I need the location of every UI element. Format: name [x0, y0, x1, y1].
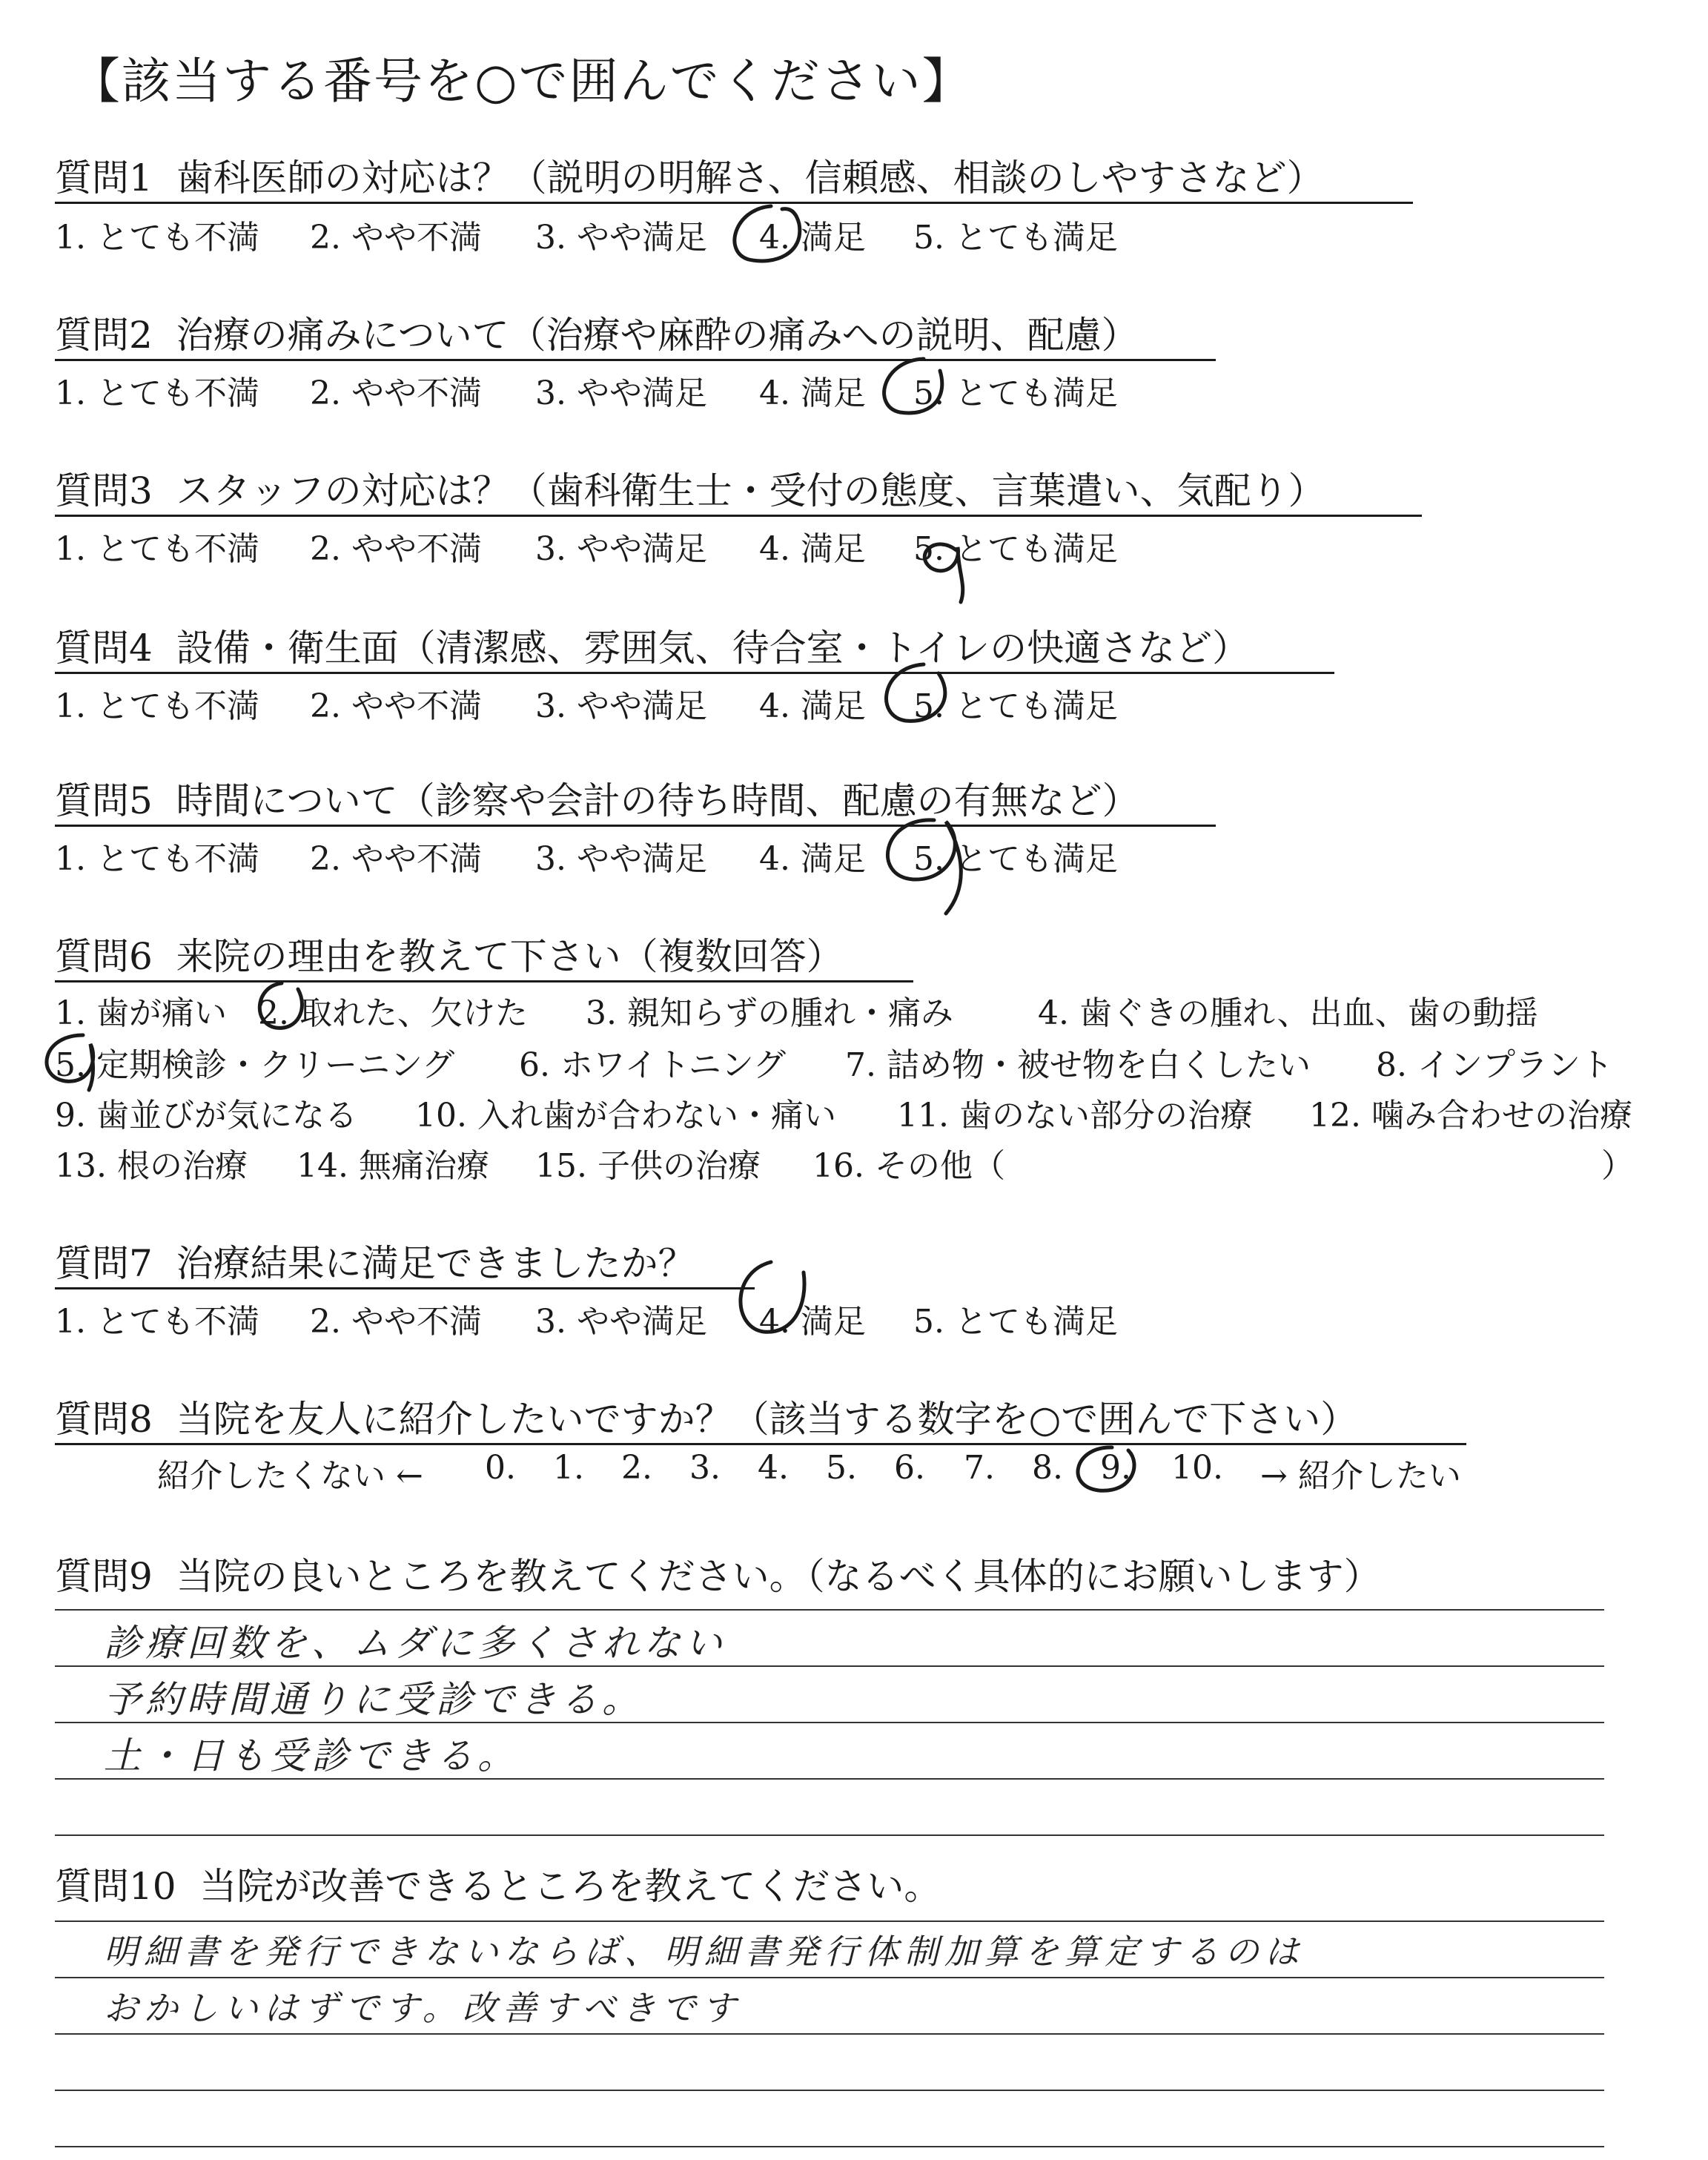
question-5-underline — [55, 825, 1216, 827]
q8-option-0[interactable]: 0. — [485, 1449, 516, 1487]
question-6-label: 質問6 — [55, 935, 153, 978]
q6-option-9[interactable]: 9. 歯並びが気になる — [55, 1097, 357, 1135]
question-2-underline — [55, 359, 1216, 361]
q4-option-3[interactable]: 3. やや満足 — [535, 687, 707, 725]
q3-option-5[interactable]: 5. とても満足 — [913, 530, 1118, 568]
q4-option-1[interactable]: 1. とても不満 — [55, 687, 259, 725]
question-9-title — [55, 1547, 1381, 1600]
question-2-label: 質問2 — [55, 314, 153, 357]
q2-option-5[interactable]: 5. とても満足 — [913, 374, 1118, 412]
question-5-text: 時間について（診察や会計の待ち時間、配慮の有無など） — [176, 779, 1139, 822]
q8-option-6[interactable]: 6. — [894, 1449, 925, 1487]
q3-option-1[interactable]: 1. とても不満 — [55, 530, 259, 568]
q6-option-14[interactable]: 14. 無痛治療 — [297, 1147, 489, 1185]
q8-option-9[interactable]: 9. — [1100, 1449, 1131, 1487]
q6-option-7[interactable]: 7. 詰め物・被せ物を白くしたい — [845, 1046, 1311, 1084]
q8-option-10[interactable]: 10. — [1171, 1449, 1223, 1487]
q8-option-7[interactable]: 7. — [964, 1449, 995, 1487]
q6-option-6[interactable]: 6. ホワイトニング — [519, 1046, 787, 1084]
q6-option-2[interactable]: 2. 取れた、欠けた — [258, 994, 528, 1032]
page-title: 【該当する番号を○で囲んでください】 — [71, 53, 973, 110]
question-8-label: 質問8 — [55, 1398, 153, 1441]
question-6-underline — [55, 980, 913, 982]
question-8-title — [55, 1390, 1357, 1443]
q8-option-2[interactable]: 2. — [621, 1449, 652, 1487]
answer-rule — [55, 1834, 1604, 1836]
answer-rule — [55, 2146, 1604, 2147]
q7-option-2[interactable]: 2. やや不満 — [310, 1303, 482, 1341]
q10-answer-line-1: 明細書を発行できないならば、明細書発行体制加算を算定するのは — [104, 1932, 1305, 1972]
question-8-text: 当院を友人に紹介したいですか？（該当する数字を○で囲んで下さい） — [176, 1398, 1358, 1441]
question-3-label: 質問3 — [55, 469, 153, 512]
q8-right-label: → 紹介したい — [1260, 1457, 1461, 1495]
q5-option-3[interactable]: 3. やや満足 — [535, 840, 707, 878]
question-10-text: 当院が改善できるところを教えてください。 — [199, 1865, 941, 1908]
q8-option-1[interactable]: 1. — [553, 1449, 584, 1487]
q4-option-5[interactable]: 5. とても満足 — [913, 687, 1118, 725]
question-7-text: 治療結果に満足できましたか？ — [176, 1242, 695, 1285]
q5-option-2[interactable]: 2. やや不満 — [310, 840, 482, 878]
q2-option-1[interactable]: 1. とても不満 — [55, 374, 259, 412]
q8-option-8[interactable]: 8. — [1032, 1449, 1063, 1487]
q6-option-13[interactable]: 13. 根の治療 — [55, 1147, 248, 1185]
question-1-underline — [55, 202, 1413, 204]
q8-option-5[interactable]: 5. — [826, 1449, 857, 1487]
question-10-title — [55, 1857, 941, 1910]
answer-rule — [55, 1609, 1604, 1611]
q9-answer-line-2: 予約時間通りに受診できる。 — [104, 1678, 643, 1721]
q6-option-16[interactable]: 16. その他（ — [812, 1147, 1005, 1185]
q4-option-2[interactable]: 2. やや不満 — [310, 687, 482, 725]
q8-option-4[interactable]: 4. — [758, 1449, 789, 1487]
q5-option-5[interactable]: 5. とても満足 — [913, 840, 1118, 878]
q3-option-3[interactable]: 3. やや満足 — [535, 530, 707, 568]
q7-option-5[interactable]: 5. とても満足 — [913, 1303, 1118, 1341]
question-7-underline — [55, 1287, 755, 1289]
q8-left-label: 紹介したくない ← — [157, 1457, 423, 1495]
question-7-title — [55, 1234, 695, 1287]
q3-option-2[interactable]: 2. やや不満 — [310, 530, 482, 568]
q6-option-5[interactable]: 5. 定期検診・クリーニング — [55, 1046, 455, 1084]
question-1-label: 質問1 — [55, 156, 153, 199]
answer-rule — [55, 1977, 1604, 1978]
question-7-label: 質問7 — [55, 1242, 153, 1285]
question-4-label: 質問4 — [55, 627, 153, 670]
q6-other-close-paren: ） — [1601, 1147, 1634, 1185]
question-9-label: 質問9 — [55, 1555, 153, 1598]
q6-option-11[interactable]: 11. 歯のない部分の治療 — [897, 1097, 1253, 1135]
answer-rule — [55, 2090, 1604, 2091]
q8-option-3[interactable]: 3. — [689, 1449, 721, 1487]
question-3-underline — [55, 515, 1422, 517]
q10-answer-line-2: おかしいはずです。改善すべきです — [104, 1988, 742, 2028]
question-6-text: 来院の理由を教えて下さい（複数回答） — [176, 935, 844, 978]
question-4-text: 設備・衛生面（清潔感、雰囲気、待合室・トイレの快適さなど） — [176, 627, 1250, 670]
q6-option-8[interactable]: 8. インプラント — [1376, 1046, 1613, 1084]
q9-answer-line-3: 土・日も受診できる。 — [104, 1734, 519, 1777]
question-8-underline — [55, 1443, 1466, 1445]
question-1-title — [55, 148, 1324, 202]
question-4-title — [55, 618, 1249, 672]
q3-option-4[interactable]: 4. 満足 — [759, 530, 866, 568]
q6-option-10[interactable]: 10. 入れ歯が合わない・痛い — [415, 1097, 836, 1135]
q1-option-3[interactable]: 3. やや満足 — [535, 219, 707, 257]
q6-option-1[interactable]: 1. 歯が痛い — [55, 994, 227, 1032]
question-5-title — [55, 771, 1139, 825]
question-9-text: 当院の良いところを教えてください。（なるべく具体的にお願いします） — [176, 1555, 1381, 1598]
q6-option-3[interactable]: 3. 親知らずの腫れ・痛み — [586, 994, 953, 1032]
q9-answer-line-1: 診療回数を、ムダに多くされない — [104, 1622, 726, 1665]
q5-option-1[interactable]: 1. とても不満 — [55, 840, 259, 878]
question-3-title — [55, 461, 1325, 515]
q5-option-4[interactable]: 4. 満足 — [759, 840, 866, 878]
q1-option-4[interactable]: 4. 満足 — [759, 219, 866, 257]
q7-option-1[interactable]: 1. とても不満 — [55, 1303, 259, 1341]
q4-option-4[interactable]: 4. 満足 — [759, 687, 866, 725]
question-3-text: スタッフの対応は？（歯科衛生士・受付の態度、言葉遣い、気配り） — [176, 469, 1325, 512]
q7-option-3[interactable]: 3. やや満足 — [535, 1303, 707, 1341]
question-2-title — [55, 305, 1139, 359]
q2-option-3[interactable]: 3. やや満足 — [535, 374, 707, 412]
q2-option-4[interactable]: 4. 満足 — [759, 374, 866, 412]
q6-option-12[interactable]: 12. 噛み合わせの治療 — [1309, 1097, 1632, 1135]
question-6-title — [55, 927, 844, 980]
question-4-underline — [55, 672, 1334, 674]
question-2-text: 治療の痛みについて（治療や麻酔の痛みへの説明、配慮） — [176, 314, 1139, 357]
q6-option-15[interactable]: 15. 子供の治療 — [535, 1147, 761, 1185]
q1-option-5[interactable]: 5. とても満足 — [913, 219, 1118, 257]
q1-option-1[interactable]: 1. とても不満 — [55, 219, 259, 257]
q7-option-4[interactable]: 4. 満足 — [759, 1303, 866, 1341]
question-1-text: 歯科医師の対応は？（説明の明解さ、信頼感、相談のしやすさなど） — [176, 156, 1324, 199]
answer-rule — [55, 2033, 1604, 2035]
question-10-label: 質問10 — [55, 1865, 176, 1908]
answer-rule — [55, 1920, 1604, 1922]
question-5-label: 質問5 — [55, 779, 153, 822]
q1-option-2[interactable]: 2. やや不満 — [310, 219, 482, 257]
q2-option-2[interactable]: 2. やや不満 — [310, 374, 482, 412]
q6-option-4[interactable]: 4. 歯ぐきの腫れ、出血、歯の動揺 — [1038, 994, 1538, 1032]
